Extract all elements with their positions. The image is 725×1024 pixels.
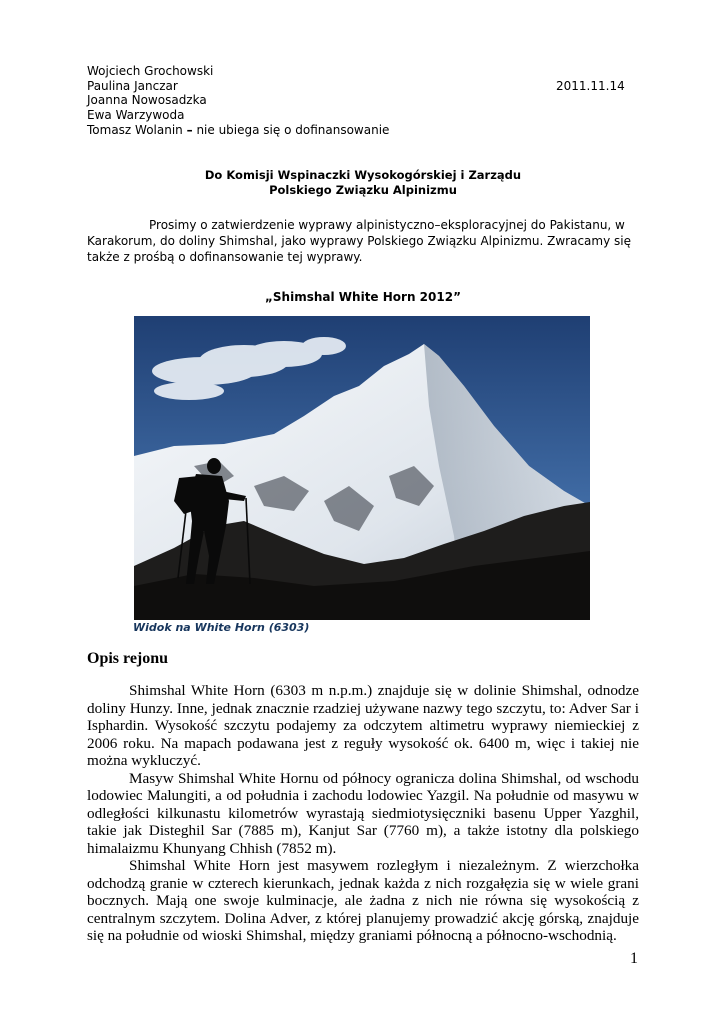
- section-heading: Opis rejonu: [87, 650, 169, 667]
- author-name: Paulina Janczar: [87, 78, 178, 93]
- author-name-with-note: [87, 123, 389, 138]
- body-text: [87, 682, 639, 945]
- addressee-line: Polskiego Związku Alpinizmu: [269, 183, 457, 197]
- photo-caption: Widok na White Horn (6303): [133, 621, 310, 634]
- expedition-title: „Shimshal White Horn 2012”: [265, 290, 461, 304]
- intro-paragraph: [87, 217, 639, 265]
- document-date: 2011.11.14: [556, 79, 625, 93]
- author-list: [87, 64, 389, 138]
- addressee-line: Do Komisji Wspinaczki Wysokogórskiej i Zarządu: [204, 168, 522, 182]
- page-number: 1: [630, 950, 638, 967]
- body-paragraph: Masyw Shimshal White Hornu od północy ogranicza dolina Shimshal, od wschodu lodowiec Malungiti, a od południa i zachodu lodowiec Yazgil. Na południe od masywu w odległości kilkunastu kilometrów wyrastają siedmiotysięczniki basenu Upper Yazghil, takie jak Disteghil Sar (7885 m), Kanjut Sar (7760 m), a także istotny dla polskiego himalaizmu Khunyang Chhish (7852 m).: [87, 769, 639, 857]
- author-name: Ewa Warzywoda: [87, 108, 185, 123]
- author-name: Wojciech Grochowski: [87, 64, 214, 78]
- body-paragraph: Shimshal White Horn (6303 m n.p.m.) znajduje się w dolinie Shimshal, odnodze doliny Hunzy. Inne, jednak znacznie rzadziej używane nazwy tego szczytu, to: Adver Sar i Isphardin. Wysokość szczytu podajemy za odczytem altimetru wyprawy niemieckiej z 2006 roku. Na mapach podawana jest z reguły wysokość ok. 6400 m, więc i takiej nie można wykluczyć.: [87, 682, 639, 769]
- author-name: Tomasz Wolanin: [87, 122, 183, 137]
- author-dash: –: [186, 122, 193, 137]
- mountain-photo: [134, 316, 590, 620]
- addressee: [87, 168, 639, 198]
- intro-text: Prosimy o zatwierdzenie wyprawy alpinistyczno–eksploracyjnej do Pakistanu, w Karakorum, do doliny Shimshal, jako wyprawy Polskiego Związku Alpinizmu. Zwracamy się także z prośbą o dofinansowanie tej wyprawy.: [87, 218, 631, 264]
- author-name: Joanna Nowosadzka: [87, 93, 207, 108]
- body-paragraph: Shimshal White Horn jest masywem rozległym i niezależnym. Z wierzchołka odchodzą granie w czterech kierunkach, jednak każda z nich rozgałęzia się w wiele grani bocznych. Mają one swoje kulminacje, ale żadna z nich nie równa się wysokością z centralnym szczytem. Dolina Adver, z której planujemy prowadzić akcję górską, znajduje się na południe od wioski Shimshal, między graniami północną a północno-wschodnią.: [87, 857, 639, 944]
- author-note: nie ubiega się o dofinansowanie: [196, 122, 390, 137]
